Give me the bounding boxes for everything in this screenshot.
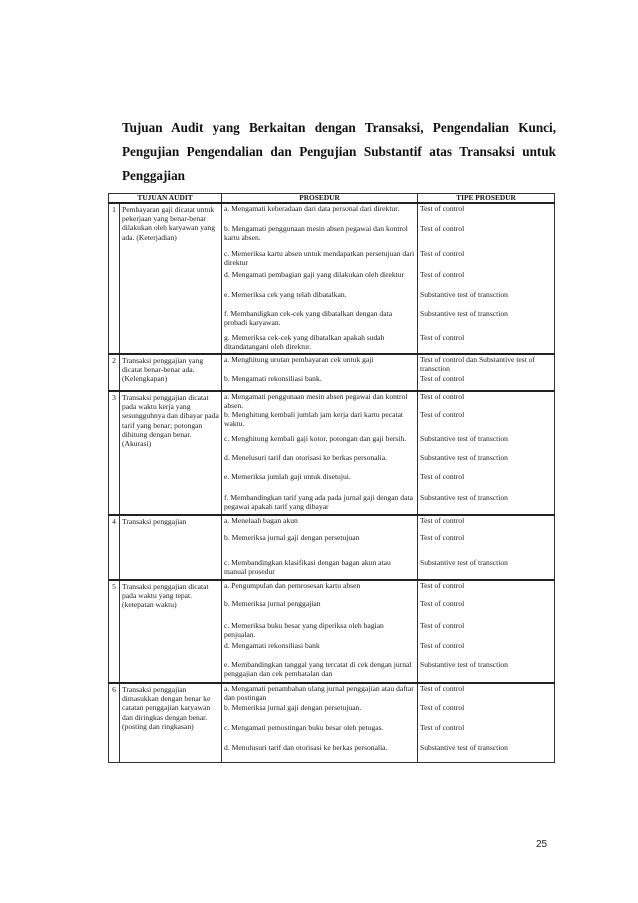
prosedur-item: d. Menulusuri tarif dan otorisasi ke berkas personalia.	[224, 743, 388, 752]
tipe-prosedur-item: Substantive test of transction	[420, 493, 508, 502]
tipe-prosedur-item: Test of control	[420, 599, 465, 608]
tipe-prosedur-item: Test of control	[420, 516, 465, 525]
prosedur-cell	[222, 515, 418, 580]
tipe-prosedur-item: Substantive test of transction	[420, 558, 508, 567]
section-heading	[122, 116, 556, 188]
prosedur-item: c. Memeriksa kartu absen untuk mendapatkan persetujuan dari direktur	[224, 249, 415, 268]
row-number: 3	[109, 391, 120, 515]
table-row	[109, 354, 555, 391]
tipe-prosedur-item: Test of control	[420, 641, 465, 650]
prosedur-item: a. Mengamati penggunaan mesin absen pegawai dan kontrol absen.	[224, 392, 408, 410]
row-number: 1	[109, 203, 120, 354]
tipe-prosedur-cell	[418, 203, 555, 354]
tujuan-audit-cell: Transaksi penggajian yang dicatat benar-benar ada. (Kelengkapan)	[120, 354, 222, 391]
tipe-prosedur-item: Test of control	[420, 472, 465, 481]
tipe-prosedur-cell	[418, 515, 555, 580]
tipe-prosedur-item: Substantive test of transction	[420, 743, 508, 752]
tipe-prosedur-cell	[418, 683, 555, 763]
prosedur-cell	[222, 580, 418, 683]
prosedur-item: b. Memeriksa jurnal gaji dengan persetujuan.	[224, 703, 362, 712]
tipe-prosedur-item: Test of control	[420, 684, 465, 693]
tipe-prosedur-item: Test of control	[420, 224, 465, 233]
tipe-prosedur-item: Test of control	[420, 204, 465, 213]
tipe-prosedur-item: Test of control	[420, 374, 465, 383]
tujuan-audit-cell: Pembayaran gaji dicatat untuk pekerjaan yang benar-benar dilakukan oleh karyawan yang ada. (Keterjadian)	[120, 203, 222, 354]
prosedur-item: c. Membandingkan klasifikasi dengan bagan akun atau manual prosedur	[224, 558, 391, 577]
tipe-prosedur-item: Substantive test of transction	[420, 290, 508, 299]
tipe-prosedur-item: Test of control	[420, 249, 465, 258]
prosedur-cell	[222, 354, 418, 391]
header-prosedur: PROSEDUR	[222, 194, 418, 204]
header-tujuan-audit: TUJUAN AUDIT	[109, 194, 222, 204]
prosedur-item: d. Mengamati rekonsiliasi bank	[224, 641, 320, 650]
tujuan-audit-cell: Transaksi penggajian dimasukkan dengan benar ke catatan penggajian karyawan dan diringkas dengan benar. (posting dan ringkasan)	[120, 683, 222, 763]
tipe-prosedur-item: Substantive test of transction	[420, 434, 508, 443]
prosedur-item: c. Menghitung kembali gaji kotor, potongan dan gaji bersih.	[224, 434, 407, 443]
prosedur-cell	[222, 683, 418, 763]
tipe-prosedur-item: Substantive test of transction	[420, 453, 508, 462]
prosedur-item: a. Menelaah bagan akun	[224, 516, 298, 525]
tipe-prosedur-item: Test of control	[420, 621, 465, 630]
prosedur-item: b. Memeriksa jurnal penggajian	[224, 599, 321, 608]
prosedur-item: g. Memeriksa cek-cek yang dibatalkan apakah sudah ditandatangani oleh direktur.	[224, 333, 385, 352]
tipe-prosedur-cell	[418, 391, 555, 515]
row-number: 6	[109, 683, 120, 763]
prosedur-item: b. Menghitung kembali jumlah jam kerja dari kartu pecatat waktu.	[224, 410, 404, 429]
prosedur-item: e. Memeriksa cek yang telah dibatalkan.	[224, 290, 347, 299]
tipe-prosedur-item: Test of control dan Substantive test of transction	[420, 355, 536, 374]
table-row	[109, 391, 555, 515]
prosedur-item: b. Mengamati rekonsiliasi bank.	[224, 374, 322, 383]
prosedur-item: f. Membandingkan tarif yang ada pada jurnal gaji dengan data pegawai apakah tarif yang dibayar	[224, 493, 413, 512]
table-row	[109, 203, 555, 354]
prosedur-item: a. Mengamati penambahan ulang jurnal penggajian atau daftar dan postingan	[224, 684, 414, 703]
table-row	[109, 515, 555, 580]
row-number: 2	[109, 354, 120, 391]
tipe-prosedur-cell	[418, 354, 555, 391]
prosedur-item: d. Menelusuri tarif dan otorisasi ke berkas personalia.	[224, 453, 388, 462]
tipe-prosedur-item: Test of control	[420, 333, 465, 342]
prosedur-item: d. Mengamati pembagian gaji yang dilakukan oleh direktur	[224, 270, 405, 279]
heading-line-2: Pengujian Pengendalian dan Pengujian Substantif atas Transaksi untuk	[122, 144, 556, 159]
tujuan-audit-cell: Transaksi penggajian dicatat pada waktu kerja yang sesungguhnya dan dibayar pada tarif yang benar; potongan dihitung dengan benar. (Akurasi)	[120, 391, 222, 515]
page-number: 25	[536, 839, 548, 850]
tipe-prosedur-item: Test of control	[420, 270, 465, 279]
prosedur-item: c. Mengamati pemostingan buku besar oleh petugas.	[224, 723, 384, 732]
header-tipe-prosedur: TIPE PROSEDUR	[418, 194, 555, 204]
prosedur-item: e. Membandingkan tanggal yang tercatat di cek dengan jurnal penggajian dan cek pembatalan dan	[224, 660, 412, 679]
row-number: 5	[109, 580, 120, 683]
table-row	[109, 683, 555, 763]
table-header-row	[109, 194, 555, 204]
prosedur-cell	[222, 203, 418, 354]
tipe-prosedur-item: Test of control	[420, 703, 465, 712]
tipe-prosedur-item: Test of control	[420, 392, 465, 401]
prosedur-item: a. Mengamati keberadaan dari data personal dari direktur.	[224, 204, 400, 213]
prosedur-item: b. Memeriksa jurnal gaji dengan persetujuan	[224, 533, 360, 542]
prosedur-item: a. Pengumpulan dan pemrosesan kartu absen	[224, 581, 361, 590]
prosedur-item: c. Memeriksa buku besar yang diperiksa oleh bagian penjualan.	[224, 621, 384, 640]
heading-line-3: Penggajian	[122, 168, 186, 183]
table-body	[109, 203, 555, 763]
prosedur-item: e. Memeriksa jumlah gaji untuk disetujui.	[224, 472, 351, 481]
row-number: 4	[109, 515, 120, 580]
tujuan-audit-cell: Transaksi penggajian dicatat pada waktu yang tepat. (ketepatan waktu)	[120, 580, 222, 683]
table-row	[109, 580, 555, 683]
tipe-prosedur-cell	[418, 580, 555, 683]
prosedur-item: f. Membandigkan cek-cek yang dibatalkan dengan data probadi karyawan.	[224, 309, 393, 328]
tipe-prosedur-item: Substantive test of transction	[420, 660, 508, 669]
tipe-prosedur-item: Test of control	[420, 581, 465, 590]
prosedur-cell	[222, 391, 418, 515]
tipe-prosedur-item: Test of control	[420, 533, 465, 542]
prosedur-item: b. Mengamati penggunaan mesin absen pegawai dan kontrol kartu absen.	[224, 224, 408, 243]
audit-table	[108, 193, 555, 763]
tipe-prosedur-item: Test of control	[420, 410, 465, 419]
tujuan-audit-cell: Transaksi penggajian	[120, 515, 222, 580]
tipe-prosedur-item: Substantive test of transction	[420, 309, 508, 318]
audit-table-container	[108, 193, 554, 763]
prosedur-item: a. Menghitung urutan pembayaran cek untuk gaji	[224, 355, 374, 364]
heading-line-1: Tujuan Audit yang Berkaitan dengan Transaksi, Pengendalian Kunci,	[122, 120, 556, 135]
tipe-prosedur-item: Test of control	[420, 723, 465, 732]
